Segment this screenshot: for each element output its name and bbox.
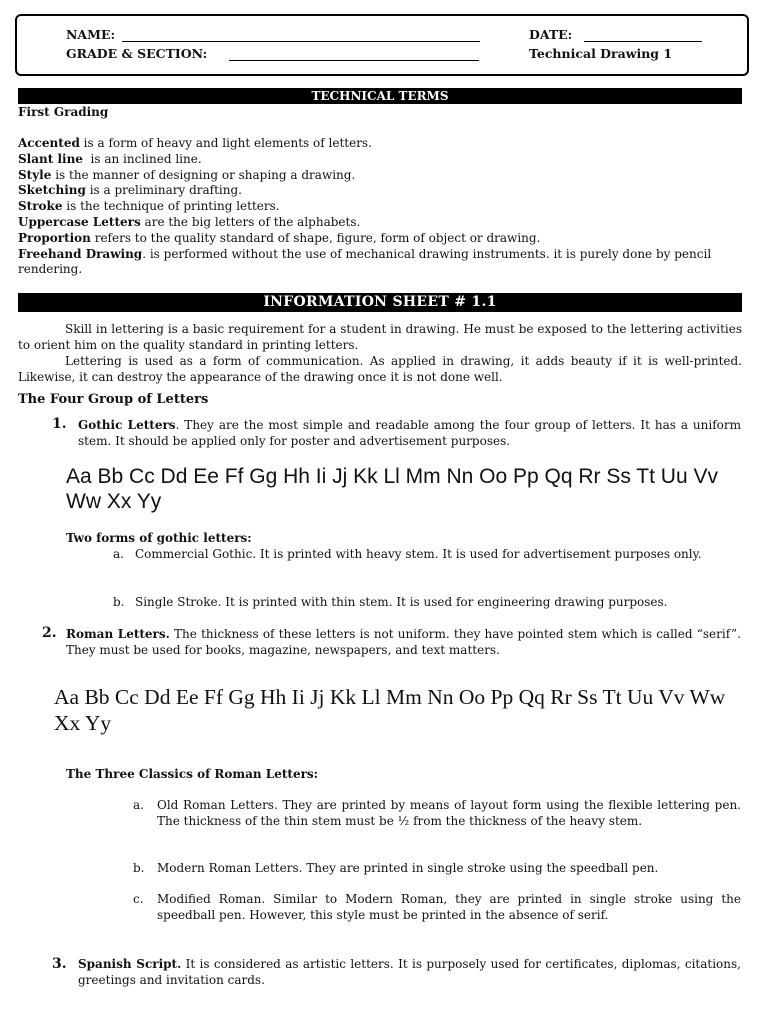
term-item: Proportion refers to the quality standard of shape, figure, form of object or drawing. [18, 230, 541, 245]
list-marker: a. [113, 547, 124, 561]
term-item: Slant line is an inclined line. [18, 151, 202, 166]
grading-subheading: First Grading [18, 105, 109, 119]
roman-classic-modern: Modern Roman Letters. They are printed in single stroke using the speedball pen. [157, 861, 659, 875]
name-field[interactable] [122, 41, 480, 42]
spanish-number: 3. [52, 956, 67, 972]
list-marker: c. [133, 892, 144, 906]
terms-list [18, 136, 742, 278]
name-label: NAME: [66, 27, 116, 42]
intro-paragraph-2: Lettering is used as a form of communication. As applied in drawing, it adds beauty if it is well-printed. Likewise, it can destroy the appearance of the drawing once it is not done well. [18, 354, 742, 384]
gothic-description: Gothic Letters. They are the most simple and readable among the four group of letters. It has a uniform stem. It should be applied only for poster and advertisement purposes. [78, 418, 741, 448]
list-marker: b. [133, 861, 145, 875]
grade-section-field[interactable] [229, 60, 479, 61]
term-item: Freehand Drawing. is performed without the use of mechanical drawing instruments. it is purely done by pencil rendering. [18, 246, 712, 277]
intro-paragraph-1: Skill in lettering is a basic requirement for a student in drawing. He must be exposed to the lettering activities to orient him on the quality standard in printing letters. [18, 322, 742, 352]
gothic-forms-heading: Two forms of gothic letters: [66, 531, 252, 545]
term-item: Stroke is the technique of printing letters. [18, 199, 280, 214]
term-item: Style is the manner of designing or shaping a drawing. [18, 167, 356, 182]
header-box [15, 14, 749, 76]
term-item: Uppercase Letters are the big letters of the alphabets. [18, 214, 361, 229]
term-item: Accented is a form of heavy and light elements of letters. [18, 136, 372, 150]
roman-alphabet-sample: Aa Bb Cc Dd Ee Ff Gg Hh Ii Jj Kk Ll Mm Nn Oo Pp Qq Rr Ss Tt Uu Vv Ww Xx Yy [54, 685, 726, 735]
gothic-alphabet-sample: Aa Bb Cc Dd Ee Ff Gg Hh Ii Jj Kk Ll Mm Nn Oo Pp Qq Rr Ss Tt Uu Vv Ww Xx Yy [66, 465, 718, 513]
roman-classic-modified: Modified Roman. Similar to Modern Roman, they are printed in single stroke using the speedball pen. However, this style must be printed in the absence of serif. [157, 892, 741, 922]
information-sheet-bar: INFORMATION SHEET # 1.1 [18, 293, 742, 312]
date-label: DATE: [529, 27, 573, 42]
roman-number: 2. [42, 625, 57, 641]
roman-description: Roman Letters. The thickness of these letters is not uniform. they have pointed stem which is called “serif”. They must be used for books, magazine, newspapers, and text matters. [66, 627, 742, 657]
subject-title: Technical Drawing 1 [529, 46, 673, 61]
roman-classics-heading: The Three Classics of Roman Letters: [66, 767, 319, 781]
term-item: Sketching is a preliminary drafting. [18, 183, 242, 198]
technical-terms-bar: TECHNICAL TERMS [18, 88, 742, 104]
groups-heading: The Four Group of Letters [18, 392, 209, 407]
roman-classic-old: Old Roman Letters. They are printed by means of layout form using the flexible lettering pen. The thickness of the thin stem must be ½ from the thickness of the heavy stem. [157, 798, 741, 828]
gothic-form-commercial: Commercial Gothic. It is printed with heavy stem. It is used for advertisement purposes only. [135, 547, 702, 561]
grade-section-label: GRADE & SECTION: [66, 46, 208, 61]
list-marker: b. [113, 595, 125, 609]
gothic-form-single-stroke: Single Stroke. It is printed with thin stem. It is used for engineering drawing purposes. [135, 595, 668, 609]
list-marker: a. [133, 798, 144, 812]
date-field[interactable] [584, 41, 702, 42]
spanish-description: Spanish Script. It is considered as artistic letters. It is purposely used for certificates, diplomas, citations, greetings and invitation cards. [78, 957, 749, 987]
gothic-number: 1. [52, 416, 67, 432]
